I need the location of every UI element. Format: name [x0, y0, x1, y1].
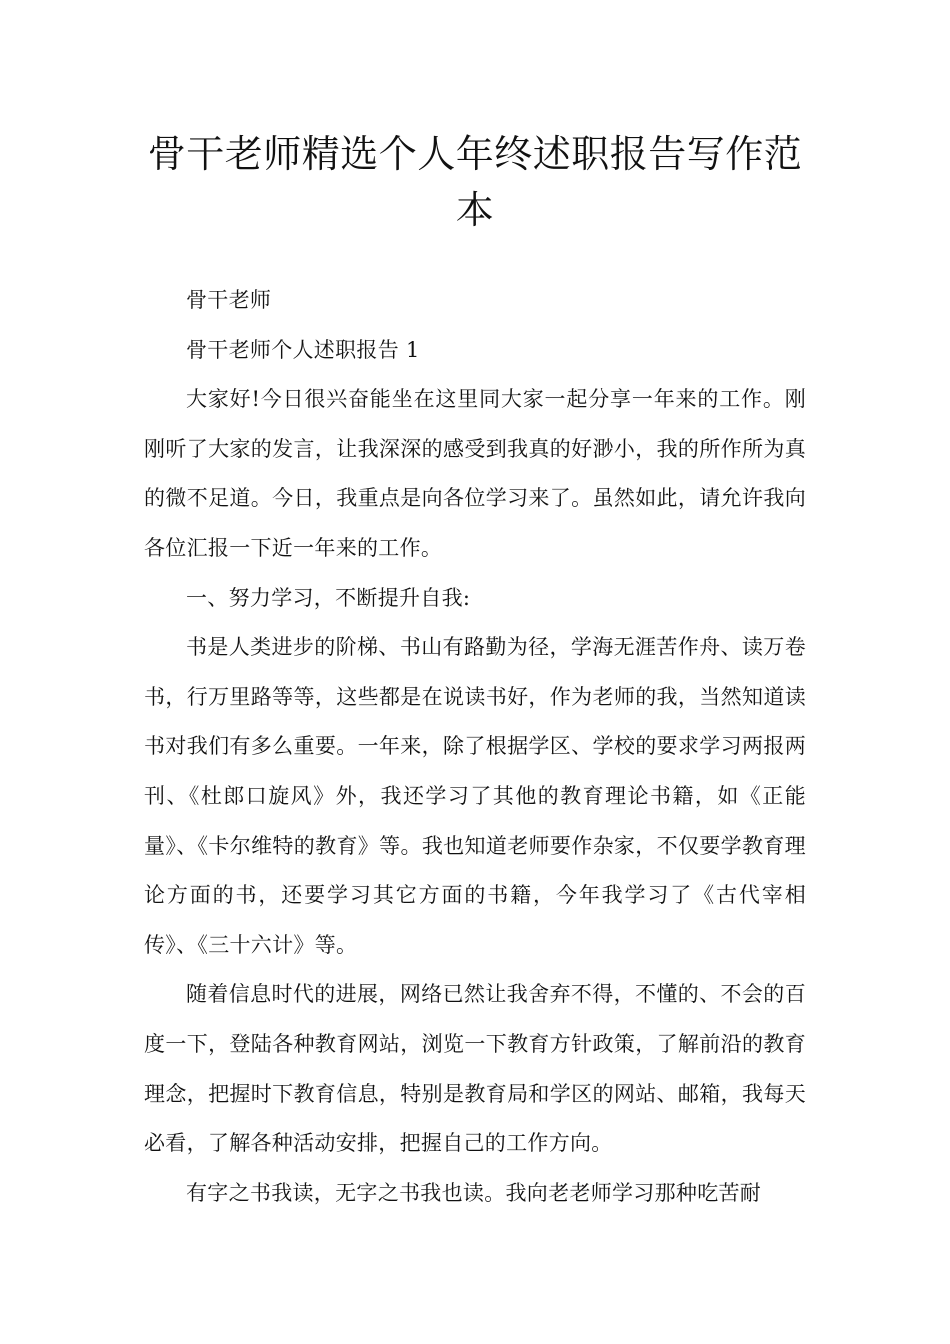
paragraph-section-heading: 一、努力学习，不断提升自我:: [186, 585, 471, 610]
paragraph-subtitle: 骨干老师个人述职报告 1: [186, 337, 420, 362]
paragraph-learning-from-others: 有字之书我读，无字之书我也读。我向老老师学习那种吃苦耐: [186, 1180, 762, 1205]
document-title: 骨干老师精选个人年终述职报告写作范本: [147, 132, 803, 232]
paragraph-greeting: 大家好!今日很兴奋能坐在这里同大家一起分享一年来的工作。刚刚听了大家的发言，让我深深的感受到我真的好渺小，我的所作所为真的微不足道。今日，我重点是向各位学习来了。虽然如此，请允许我向各位汇报一下近一年来的工作。: [144, 387, 806, 560]
paragraph-heading: 骨干老师: [186, 288, 272, 312]
paragraph-internet: 随着信息时代的进展，网络已然让我舍弃不得，不懂的、不会的百度一下，登陆各种教育网站，浏览一下教育方针政策，了解前沿的教育理念，把握时下教育信息，特别是教育局和学区的网站、邮箱，我每天必看，了解各种活动安排，把握自己的工作方向。: [144, 982, 806, 1156]
paragraph-reading: 书是人类进步的阶梯、书山有路勤为径，学海无涯苦作舟、读万卷书，行万里路等等，这些都是在说读书好，作为老师的我，当然知道读书对我们有多么重要。一年来，除了根据学区、学校的要求学习两报两刊、《杜郎口旋风》外，我还学习了其他的教育理论书籍，如《正能量》、《卡尔维特的教育》等。我也知道老师要作杂家，不仅要学教育理论方面的书，还要学习其它方面的书籍，今年我学习了《古代宰相传》、《三十六计》等。: [144, 635, 806, 957]
document-body: [144, 276, 806, 1218]
